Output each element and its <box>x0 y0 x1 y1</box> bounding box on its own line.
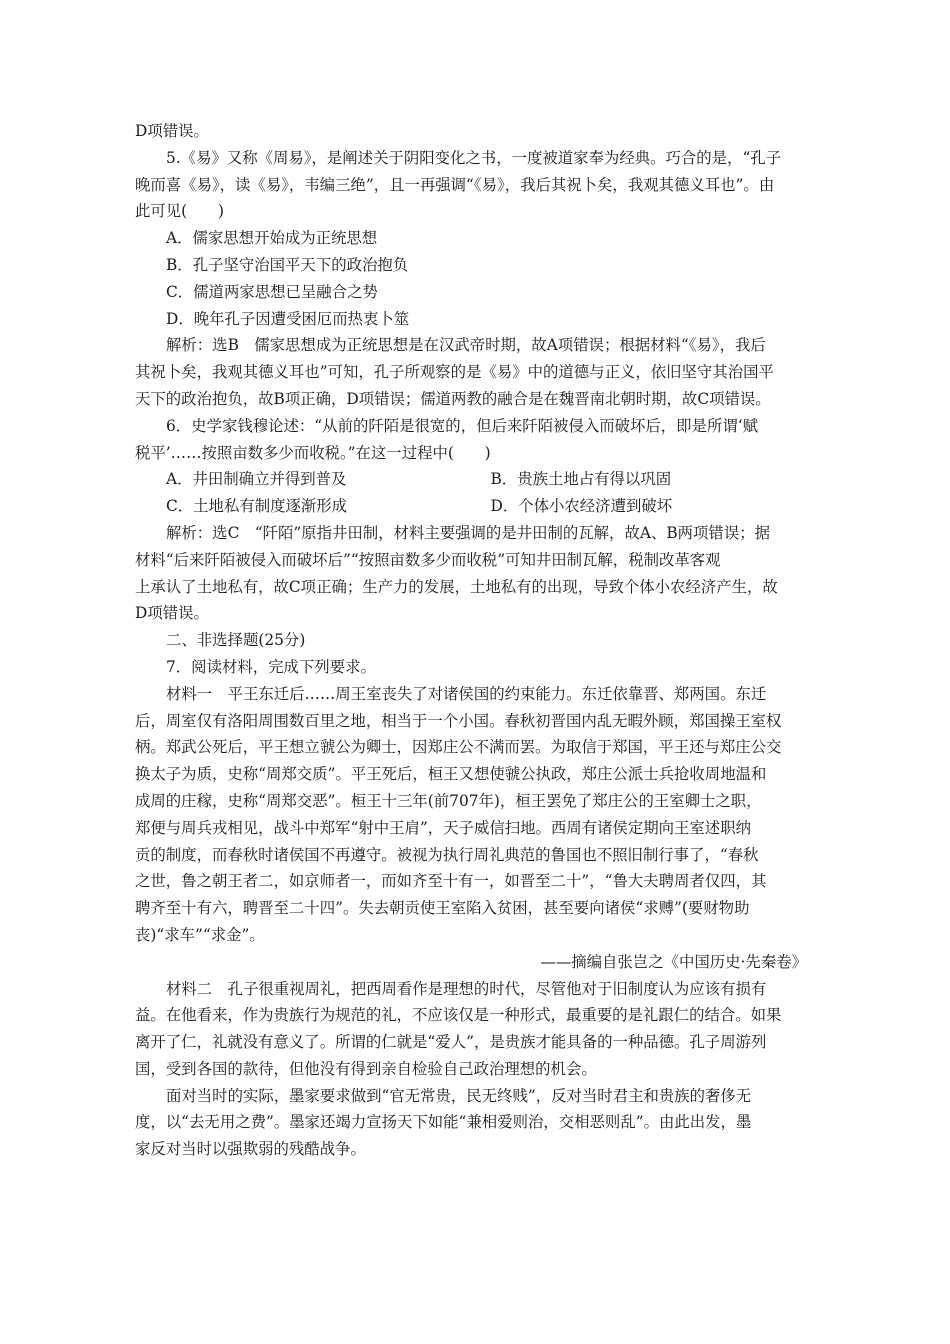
text-line: 面对当时的实际，墨家要求做到“官无常贵，民无终贱”，反对当时君主和贵族的奢侈无 <box>166 1086 752 1105</box>
text-line: 丧)“求车”“求金”。 <box>135 925 265 944</box>
question-6-stem: 6．史学家钱穆论述：“从前的阡陌是很宽的，但后来阡陌被侵入而破坏后，即是所谓‘赋 <box>166 416 759 435</box>
text-line: 度，以“去无用之费”。墨家还竭力宣扬天下如能“兼相爱则治，交相恶则乱”。由此出发，墨 <box>135 1113 752 1132</box>
text-line: 聘齐至十有六，聘晋至二十四”。失去朝贡使王室陷入贫困，甚至要向诸侯“求赙”(要财物助 <box>135 899 750 918</box>
option-c: C．儒道两家思想已呈融合之势 <box>166 282 378 301</box>
text-line: 成周的庄稼，史称“周郑交恶”。桓王十三年(前707年)，桓王罢免了郑庄公的王室卿士之职， <box>135 791 762 810</box>
question-5-stem: 5.《易》又称《周易》，是阐述关于阴阳变化之书，一度被道家奉为经典。巧合的是，“孔子 <box>166 148 782 167</box>
option-b: B．贵族土地占有得以巩固 <box>490 470 672 489</box>
text-line: 换太子为质，史称“周郑交质”。平王死后，桓王又想使虢公执政，郑庄公派士兵抢收周地温和 <box>135 765 767 784</box>
option-a: A．井田制确立并得到普及 <box>166 470 347 489</box>
option-c: C．土地私有制度逐渐形成 <box>166 497 348 516</box>
answer-explanation: 解析：选B 儒家思想成为正统思想是在汉武帝时期，故A项错误；根据材料“《易》，我后 <box>166 336 766 355</box>
text-line: 贡的制度，而春秋时诸侯国不再遵守。被视为执行周礼典范的鲁国也不照旧制行事了，“春秋 <box>135 845 759 864</box>
options-row <box>135 466 815 493</box>
text-line: 晚而喜《易》，读《易》，韦编三绝”，且一再强调“《易》，我后其祝卜矣，我观其德义耳也”。由 <box>135 175 775 194</box>
text-line: 税平’……按照亩数多少而收税。”在这一过程中( ) <box>135 443 491 462</box>
source-citation: ——摘编自张岂之《中国历史·先秦卷》 <box>540 952 807 971</box>
text-line: 此可见( ) <box>135 202 224 221</box>
text-line: 之世，鲁之朝王者二，如京师者一，而如齐至十有一，如晋至二十”，“鲁大夫聘周者仅四，其 <box>135 872 767 891</box>
option-d: D．晚年孔子因遭受困厄而热衷卜筮 <box>166 309 410 328</box>
material-two: 材料二 孔子很重视周礼，把西周看作是理想的时代，尽管他对于旧制度认为应该有损有 <box>166 979 767 998</box>
text-line: 家反对当时以强欺弱的残酷战争。 <box>135 1140 366 1159</box>
text-line: 郑便与周兵戎相见，战斗中郑军“射中王肩”，天子威信扫地。西周有诸侯定期向王室述职纳 <box>135 818 751 837</box>
material-one: 材料一 平王东迁后……周王室丧失了对诸侯国的约束能力。东迁依靠晋、郑两国。东迁 <box>166 684 767 703</box>
text-line: 天下的政治抱负，故B项正确，D项错误；儒道两教的融合是在魏晋南北朝时期，故C项错误。 <box>135 389 771 408</box>
text-line: D项错误。 <box>135 604 209 623</box>
option-a: A．儒家思想开始成为正统思想 <box>166 229 378 248</box>
question-7-stem: 7．阅读材料，完成下列要求。 <box>166 657 376 676</box>
text-line: 离开了仁，礼就没有意义了。所谓的仁就是“爱人”，是贵族才能具备的一种品德。孔子周游列 <box>135 1033 767 1052</box>
text-line: 国，受到各国的款待，但他没有得到亲自检验自己政治理想的机会。 <box>135 1059 597 1078</box>
text-line: 益。在他看来，作为贵族行为规范的礼，不应该仅是一种形式，最重要的是礼跟仁的结合。如果 <box>135 1006 782 1025</box>
text-line: 其祝卜矣，我观其德义耳也”可知，孔子所观察的是《易》中的道德与正义，依旧坚守其治国平 <box>135 363 774 382</box>
text-line: 材料“后来阡陌被侵入而破坏后”“按照亩数多少而收税”可知井田制瓦解，税制改革客观 <box>135 550 721 569</box>
option-d: D．个体小农经济遭到破坏 <box>490 497 673 516</box>
document-page <box>135 118 815 1163</box>
text-line: 上承认了土地私有，故C项正确；生产力的发展，土地私有的出现，导致个体小农经济产生，故 <box>135 577 778 596</box>
text-line: 后，周室仅有洛阳周围数百里之地，相当于一个小国。春秋初晋国内乱无暇外顾，郑国操王室权 <box>135 711 782 730</box>
section-heading: 二、非选择题(25分) <box>166 631 306 650</box>
answer-explanation: 解析：选C “阡陌”原指井田制，材料主要强调的是井田制的瓦解，故A、B两项错误；据 <box>166 523 770 542</box>
text-line: D项错误。 <box>135 122 209 140</box>
text-line: 柄。郑武公死后，平王想立虢公为卿士，因郑庄公不满而罢。为取信于郑国，平王还与郑庄公交 <box>135 738 782 757</box>
option-b: B．孔子坚守治国平天下的政治抱负 <box>166 255 409 274</box>
options-row <box>135 493 815 520</box>
